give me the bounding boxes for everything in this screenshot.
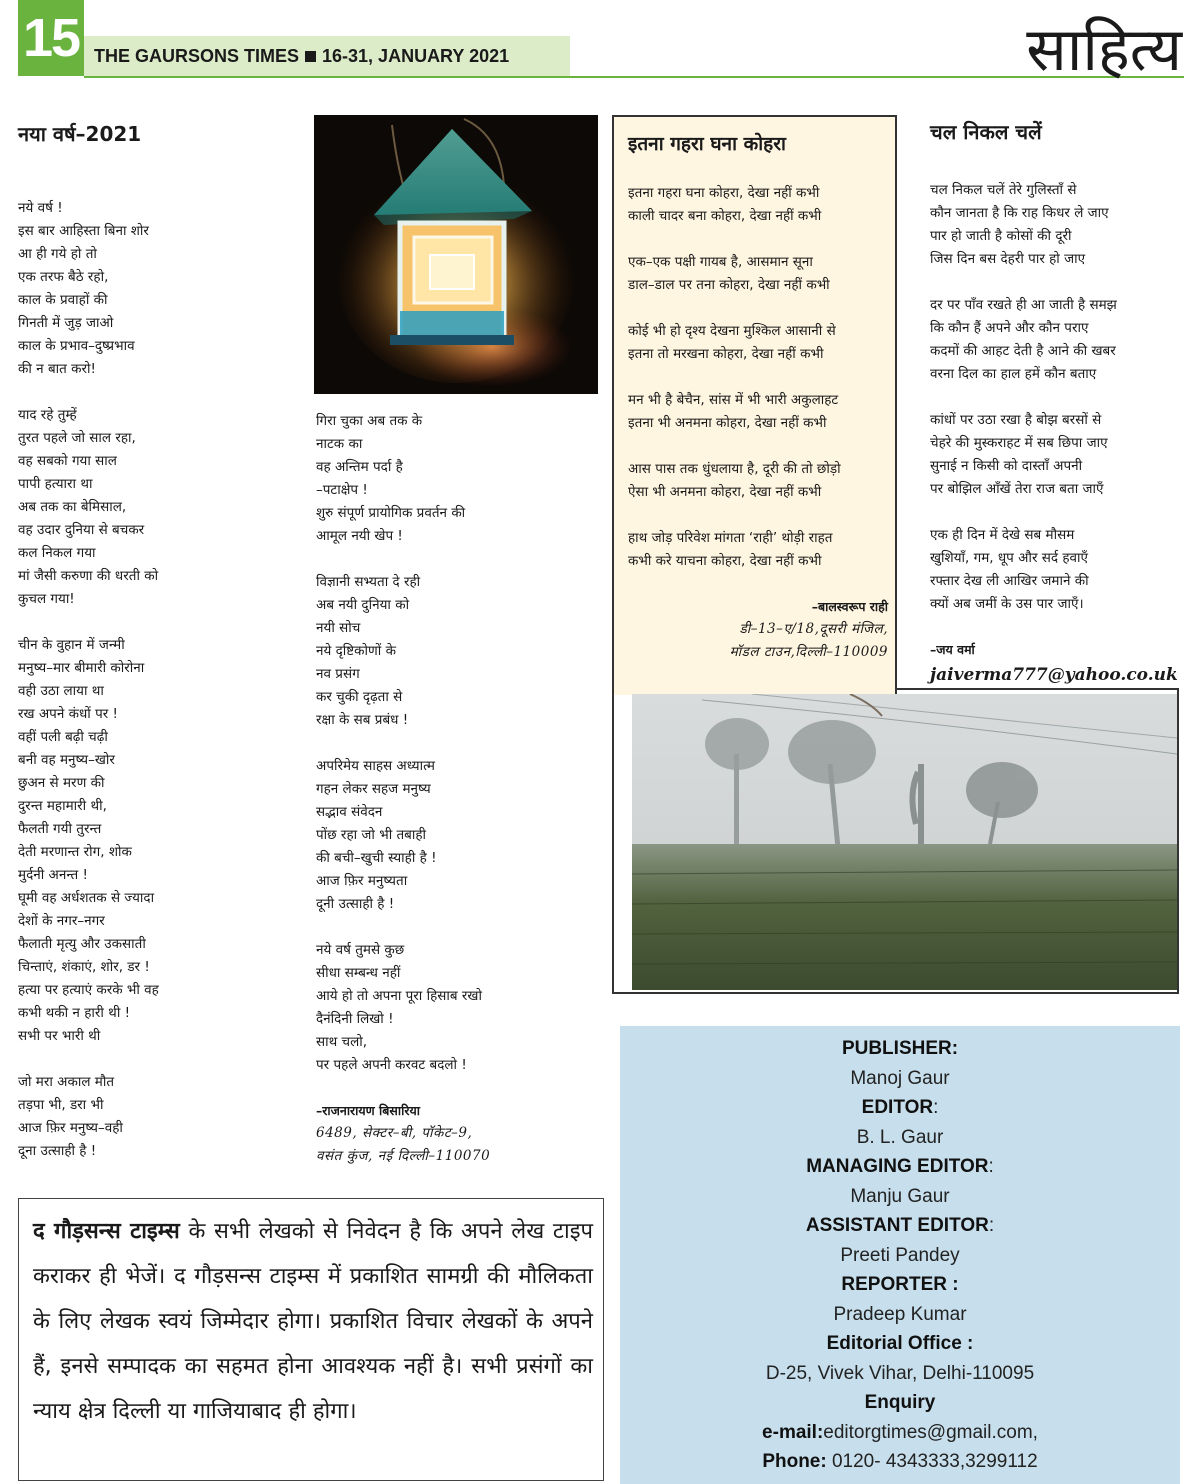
- author-address-line: 6489, सेक्टर–बी, पॉकेट–9,: [316, 1125, 473, 1141]
- poem-line: नये वर्ष !: [18, 200, 63, 216]
- poem-line: दर पर पाँव रखते ही आ जाती है समझ: [930, 297, 1117, 313]
- poem-line: अपरिमेय साहस अध्यात्म: [316, 758, 435, 774]
- poem-line: सुनाई न किसी को दास्ताँ अपनी: [930, 458, 1083, 474]
- poem-line: काल के प्रभाव–दुष्प्रभाव: [18, 338, 135, 354]
- stanza: [316, 939, 606, 1077]
- poem-line: कोई भी हो दृश्य देखना मुश्किल आसानी से: [628, 323, 836, 339]
- poem-line: कभी करे याचना कोहरा, देखा नहीं कभी: [628, 553, 822, 569]
- publisher-label: PUBLISHER:: [841, 1038, 959, 1059]
- assistant-editor-name: Preeti Pandey: [840, 1244, 960, 1266]
- poem-line: मुर्दनी अनन्त !: [18, 867, 88, 883]
- stanza: [930, 294, 1185, 386]
- poem-line: की बची–खुची स्याही है !: [316, 850, 437, 866]
- poem-line: शुरु संपूर्ण प्रायोगिक प्रवर्तन की: [316, 505, 466, 521]
- stanza: [18, 404, 298, 611]
- poem-body: [18, 197, 298, 1163]
- poem-line: दैनंदिनी लिखो !: [316, 1011, 394, 1027]
- poem-title: इतना गहरा घना कोहरा: [628, 133, 786, 155]
- poem-line: चेहरे की मुस्कराहट में सब छिपा जाए: [930, 435, 1108, 451]
- poem-line: घूमी वह अर्धशतक से ज्यादा: [18, 890, 155, 906]
- poem-line: आये हो तो अपना पूरा हिसाब रखो: [316, 988, 482, 1004]
- section-title: साहित्य: [1026, 15, 1182, 85]
- poem-line: अब तक का बेमिसाल,: [18, 499, 127, 515]
- assistant-editor-label: ASSISTANT EDITOR: [805, 1215, 989, 1236]
- poem-body: [930, 179, 1185, 616]
- poem-line: आ ही गये हो तो: [18, 246, 97, 262]
- poem-line: रख अपने कंधों पर !: [18, 706, 118, 722]
- poem-line: हत्या पर हत्याएं करके भी वह: [18, 982, 159, 998]
- poem-line: कर चुकी दृढ़ता से: [316, 689, 403, 705]
- office-label: Editorial Office :: [826, 1333, 974, 1354]
- poem-line: पर पहले अपनी करवट बदलो !: [316, 1057, 467, 1073]
- phone-number: 0120- 4343333,3299112: [826, 1451, 1038, 1472]
- poem-line: कुचल गया!: [18, 591, 75, 607]
- poem-lets-go: [930, 118, 1185, 689]
- poem-line: मनुष्य–मार बीमारी कोरोना: [18, 660, 145, 676]
- poem-line: देती मरणान्त रोग, शोक: [18, 844, 132, 860]
- stanza: [628, 458, 888, 504]
- stanza: [628, 182, 888, 228]
- poem-new-year: [18, 120, 298, 1186]
- poem-line: ऐसा भी अनमना कोहरा, देखा नहीं कभी: [628, 484, 822, 500]
- poem-line: दुरन्त महामारी थी,: [18, 798, 107, 814]
- stanza: [316, 410, 606, 548]
- reporter-name: Pradeep Kumar: [833, 1303, 967, 1325]
- poem-line: पर बोझिल आँखें तेरा राज बता जाएँ: [930, 481, 1104, 497]
- poem-line: खुशियाँ, गम, धूप और सर्द हवाएँ: [930, 550, 1088, 566]
- poem-line: नाटक का: [316, 436, 363, 452]
- author-email: jaiverma777@yahoo.co.uk: [930, 665, 1178, 685]
- poem-line: पार हो जाती है कोसों की दूरी: [930, 228, 1072, 244]
- poem-line: साथ चलो,: [316, 1034, 368, 1050]
- stanza: [316, 755, 606, 916]
- poem-line: सद्भाव संवेदन: [316, 804, 383, 820]
- poem-dense-fog: [628, 130, 888, 664]
- poem-line: चल निकल चलें तेरे गुलिस्ताँ से: [930, 182, 1077, 198]
- poem-line: डाल–डाल पर तना कोहरा, देखा नहीं कभी: [628, 277, 830, 293]
- poem-line: क्यों अब जमीं के उस पार जाएँ।: [930, 596, 1084, 612]
- poem-line: चिन्ताएं, शंकाएं, शोर, डर !: [18, 959, 150, 975]
- stanza: [628, 389, 888, 435]
- poem-line: वह सबको गया साल: [18, 453, 117, 469]
- poem-line: गहन लेकर सहज मनुष्य: [316, 781, 431, 797]
- notice-publication-name: द गौड़सन्स टाइम्स: [33, 1219, 180, 1244]
- poem-line: जिस दिन बस देहरी पार हो जाए: [930, 251, 1086, 267]
- phone-label: Phone:: [762, 1451, 827, 1472]
- author-address-line: मॉडल टाउन,दिल्ली–110009: [729, 644, 888, 660]
- poem-line: जो मरा अकाल मौत: [18, 1074, 115, 1090]
- poem-line: –पटाक्षेप !: [316, 482, 368, 498]
- contact-phone: [620, 1447, 1180, 1477]
- foggy-field-photo: [632, 694, 1177, 990]
- poem-line: बनी वह मनुष्य–खोर: [18, 752, 115, 768]
- poem-line: वहीं पली बढ़ी चढ़ी: [18, 729, 108, 745]
- poem-line: काल के प्रवाहों की: [18, 292, 108, 308]
- editor-name: B. L. Gaur: [856, 1126, 944, 1148]
- managing-editor-name: Manju Gaur: [850, 1185, 950, 1207]
- poem-author: –राजनारायण बिसारिया: [316, 1103, 420, 1118]
- enquiry-label: Enquiry: [864, 1392, 936, 1413]
- header-rule: [84, 76, 1184, 78]
- poem-line: कदमों की आहट देती है आने की खबर: [930, 343, 1116, 359]
- author-address-line: वसंत कुंज, नई दिल्ली–110070: [316, 1148, 491, 1164]
- office-address: D-25, Vivek Vihar, Delhi-110095: [765, 1362, 1035, 1384]
- poem-line: तड़पा भी, डरा भी: [18, 1097, 104, 1113]
- poem-line: काली चादर बना कोहरा, देखा नहीं कभी: [628, 208, 822, 224]
- stanza: [930, 524, 1185, 616]
- publication-name: THE GAURSONS TIMES: [94, 45, 300, 66]
- poem-line: पोंछ रहा जो भी तबाही: [316, 827, 427, 843]
- poem-line: पापी हत्यारा था: [18, 476, 93, 492]
- poem-line: फैलती गयी तुरन्त: [18, 821, 102, 837]
- managing-editor-heading: MANAGING EDITOR:: [806, 1156, 994, 1177]
- poem-title: नया वर्ष–2021: [18, 122, 142, 146]
- stanza: [18, 634, 298, 1048]
- poem-line: नये दृष्टिकोणों के: [316, 643, 396, 659]
- poem-line: एक तरफ बैठे रहो,: [18, 269, 109, 285]
- poem-title: चल निकल चलें: [930, 120, 1042, 144]
- poem-line: दूना उत्साही है !: [18, 1143, 97, 1159]
- poem-line: छुअन से मरण की: [18, 775, 105, 791]
- poem-line: इतना तो मरखना कोहरा, देखा नहीं कभी: [628, 346, 824, 362]
- poem-line: एक ही दिन में देखे सब मौसम: [930, 527, 1075, 543]
- poem-line: इतना भी अनमना कोहरा, देखा नहीं कभी: [628, 415, 827, 431]
- issue-date: 16-31, JANUARY 2021: [322, 45, 510, 66]
- assistant-editor-heading: ASSISTANT EDITOR:: [805, 1215, 995, 1236]
- poem-line: एक–एक पक्षी गायब है, आसमान सूना: [628, 254, 813, 270]
- poem-line: वह अन्तिम पर्दा है: [316, 459, 403, 475]
- poem-line: आज फ़िर मनुष्य–वही: [18, 1120, 123, 1136]
- square-bullet-icon: [305, 51, 316, 62]
- stanza: [18, 197, 298, 381]
- poem-line: याद रहे तुम्हें: [18, 407, 77, 423]
- contributor-notice: [18, 1198, 604, 1481]
- poem-body: [316, 410, 606, 1077]
- stanza: [628, 320, 888, 366]
- poem-line: कांधों पर उठा रखा है बोझ बरसों से: [930, 412, 1102, 428]
- stanza: [628, 251, 888, 297]
- poem-line: कल निकल गया: [18, 545, 96, 561]
- poem-line: तुरत पहले जो साल रहा,: [18, 430, 136, 446]
- email-address[interactable]: editorgtimes@gmail.com,: [823, 1421, 1038, 1443]
- poem-line: देशों के नगर–नगर: [18, 913, 105, 929]
- poem-line: दूनी उत्साही है !: [316, 896, 395, 912]
- poem-line: विज्ञानी सभ्यता दे रही: [316, 574, 421, 590]
- stanza: [930, 409, 1185, 501]
- poem-line: रफ्तार देख ली आखिर जमाने की: [930, 573, 1089, 589]
- editor-label: EDITOR: [861, 1097, 934, 1118]
- staff-credits: [620, 1026, 1180, 1484]
- poem-line: कौन जानता है कि राह किधर ले जाए: [930, 205, 1109, 221]
- poem-new-year-continued: [316, 410, 606, 1168]
- publisher-name: Manoj Gaur: [850, 1067, 950, 1089]
- stanza: [18, 1071, 298, 1163]
- poem-line: वरना दिल का हाल हमें कौन बताए: [930, 366, 1097, 382]
- poem-line: मां जैसी करुणा की धरती को: [18, 568, 159, 584]
- email-label: e-mail:: [762, 1421, 824, 1443]
- poem-line: की न बात करो!: [18, 361, 96, 377]
- lantern-photo: [314, 115, 598, 394]
- poem-author: –बालस्वरूप राही: [811, 599, 888, 614]
- stanza: [930, 179, 1185, 271]
- masthead: [84, 36, 570, 76]
- poem-line: सभी पर भारी थी: [18, 1028, 101, 1044]
- page-number: 15: [18, 0, 84, 76]
- stanza: [316, 571, 606, 732]
- poem-line: कभी थकी न हारी थी !: [18, 1005, 131, 1021]
- poem-line: फैलाती मृत्यु और उकसाती: [18, 936, 146, 952]
- poem-line: नव प्रसंग: [316, 666, 360, 682]
- poem-line: इतना गहरा घना कोहरा, देखा नहीं कभी: [628, 185, 820, 201]
- notice-text: के सभी लेखको से निवेदन है कि अपने लेख टाइप कराकर ही भेजें। द गौड़सन्स टाइम्स में प्रकाशित सामग्री की मौलिकता के लिए लेखक स्वयं जिम्मेदार होगा। प्रकाशित विचार लेखकों के अपने हैं, इनसे सम्पादक का सहमत होना आवश्यक नहीं है। सभी प्रसंगों का न्याय क्षेत्र दिल्ली या गाजियाबाद ही होगा।: [33, 1219, 593, 1424]
- poem-line: रक्षा के सब प्रबंध !: [316, 712, 409, 728]
- contact-email: [620, 1418, 1180, 1448]
- poem-line: सीधा सम्बन्ध नहीं: [316, 965, 401, 981]
- author-address-line: डी–13–ए/18,दूसरी मंजिल,: [739, 621, 888, 637]
- poem-line: हाथ जोड़ परिवेश मांगता ‘राही’ थोड़ी राहत: [628, 530, 833, 546]
- stanza: [628, 527, 888, 573]
- poem-line: वही उठा लाया था: [18, 683, 104, 699]
- poem-line: गिनती में जुड़ जाओ: [18, 315, 114, 331]
- poem-line: वह उदार दुनिया से बचकर: [18, 522, 145, 538]
- poem-line: आज फ़िर मनुष्यता: [316, 873, 408, 889]
- poem-body: [628, 182, 888, 573]
- poem-line: गिरा चुका अब तक के: [316, 413, 423, 429]
- poem-line: नयी सोच: [316, 620, 361, 636]
- reporter-label: REPORTER :: [841, 1274, 959, 1295]
- editor-heading: EDITOR:: [861, 1097, 939, 1118]
- poem-line: अब नयी दुनिया को: [316, 597, 410, 613]
- poem-line: कि कौन हैं अपने और कौन पराए: [930, 320, 1089, 336]
- poem-author: –जय वर्मा: [930, 642, 975, 657]
- poem-line: नये वर्ष तुमसे कुछ: [316, 942, 405, 958]
- poem-line: इस बार आहिस्ता बिना शोर: [18, 223, 149, 239]
- poem-line: आमूल नयी खेप !: [316, 528, 403, 544]
- poem-line: आस पास तक धुंधलाया है, दूरी की तो छोड़ो: [628, 461, 841, 477]
- poem-line: मन भी है बेचैन, सांस में भी भारी अकुलाहट: [628, 392, 839, 408]
- managing-editor-label: MANAGING EDITOR: [806, 1156, 989, 1177]
- poem-line: चीन के वुहान में जन्मी: [18, 637, 125, 653]
